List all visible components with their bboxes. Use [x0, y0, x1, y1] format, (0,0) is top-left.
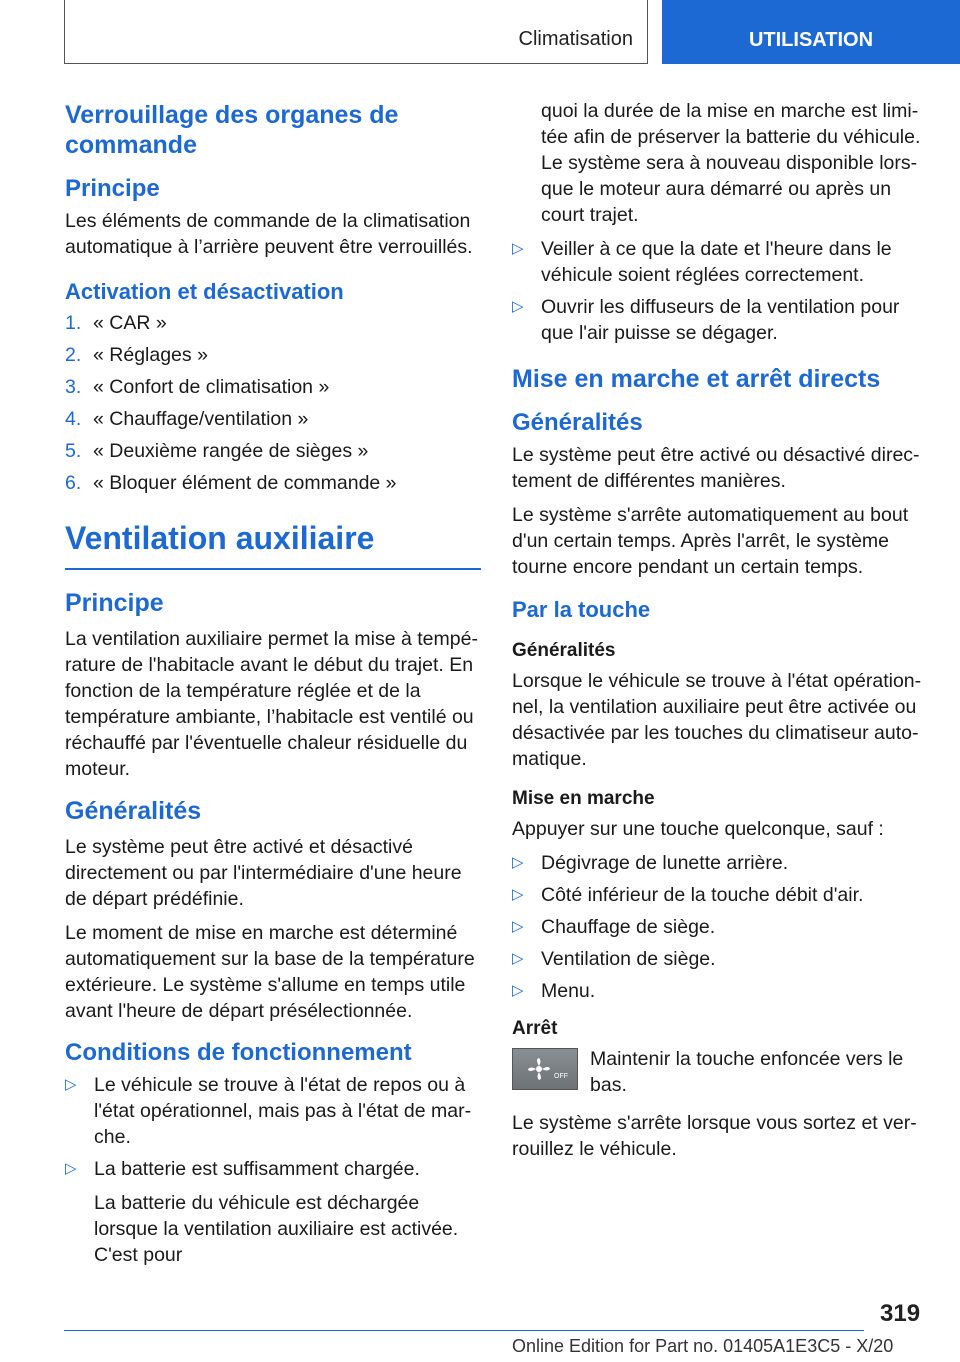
list-item: ▷ Le véhicule se trouve à l'état de repos ou à l'état opérationnel, mais pas à l'état de marche. — [65, 1074, 472, 1148]
key-instruction — [512, 1046, 930, 1098]
list-item: ▷ Chauffage de siège. — [512, 916, 716, 938]
triangle-bullet-icon: ▷ — [512, 982, 524, 999]
paragraph-principe-2: La ventilation auxiliaire permet la mise à température de l'habitacle avant le début du trajet. En fonction de la température réglée et de la température ambiante, l’habitacle est ventilé ou réchauffé par l'éventuelle chaleur résiduelle du moteur. — [65, 628, 478, 780]
heading-touche: Par la touche — [512, 597, 651, 622]
list-item: ▷ Menu. — [512, 980, 596, 1002]
paragraph-gen2-2: Le système s'arrête automatiquement au bout d'un certain temps. Après l'arrêt, le système tourne encore pendant un certain temps. — [512, 504, 909, 578]
chapter-title-ventilation: Ventilation auxiliaire — [65, 518, 481, 570]
heading-generalites-2: Généralités — [512, 409, 643, 436]
conditions-list — [65, 1072, 481, 1182]
list-item: ▷ Ventilation de siège. — [512, 948, 716, 970]
list-item: 1. « CAR » — [65, 312, 167, 334]
paragraph-battery: La batterie du véhicule est déchargée lorsque la ventilation auxiliaire est activée. C'est pour — [94, 1192, 459, 1266]
triangle-bullet-icon: ▷ — [65, 1076, 77, 1093]
heading-generalites-3: Généralités — [512, 640, 616, 661]
heading-arret: Arrêt — [512, 1018, 558, 1039]
page-number: 319 — [880, 1300, 921, 1327]
header-section-title: Climatisation — [518, 28, 633, 50]
heading-principe-2: Principe — [65, 589, 164, 617]
list-item: 6. « Bloquer élément de commande » — [65, 472, 397, 494]
triangle-bullet-icon: ▷ — [512, 240, 524, 257]
fan-icon — [525, 1056, 568, 1082]
paragraph-battery-cont: quoi la durée de la mise en marche est limitée afin de préserver la batterie du véhicule. Le système sera à nouveau disponible lorsque le moteur aura démarré ou après un court trajet. — [541, 100, 921, 226]
paragraph-key-text: Maintenir la touche enfoncée vers le bas. — [590, 1048, 904, 1096]
list-item: ▷ Veiller à ce que la date et l'heure dans le véhicule soient réglées correctement. — [512, 238, 892, 286]
triangle-bullet-icon: ▷ — [512, 298, 524, 315]
triangle-bullet-icon: ▷ — [65, 1160, 77, 1177]
list-item: ▷ La batterie est suffisamment chargée. — [65, 1158, 420, 1180]
heading-principe: Principe — [65, 175, 160, 202]
left-column — [65, 100, 481, 1276]
list-item: 5. « Deuxième rangée de sièges » — [65, 440, 369, 462]
paragraph-gen2-1: Le système peut être activé ou désactivé directement de différentes manières. — [512, 444, 920, 492]
paragraph-gen3: Lorsque le véhicule se trouve à l'état opérationnel, la ventilation auxiliaire peut être activée ou désactivée par les touches du climatiseur automatique. — [512, 670, 922, 770]
heading-generalites: Généralités — [65, 797, 202, 825]
triangle-bullet-icon: ▷ — [512, 918, 524, 935]
triangle-bullet-icon: ▷ — [512, 886, 524, 903]
paragraph-mise-en-marche: Appuyer sur une touche quelconque, sauf : — [512, 818, 884, 840]
triangle-bullet-icon: ▷ — [512, 950, 524, 967]
list-item: 3. « Confort de climatisation » — [65, 376, 330, 398]
header-chapter-tab: UTILISATION — [662, 0, 960, 64]
heading-activation: Activation et désactivation — [65, 279, 344, 304]
list-item: ▷ Côté inférieur de la touche débit d'air. — [512, 884, 864, 906]
conditions-list-cont — [512, 236, 930, 346]
footer-divider — [64, 1330, 864, 1331]
paragraph-arret: Le système s'arrête lorsque vous sortez et verrouillez le véhicule. — [512, 1112, 917, 1160]
steps-list — [65, 310, 481, 496]
list-item: 4. « Chauffage/ventilation » — [65, 408, 309, 430]
heading-conditions: Conditions de fonctionnement — [65, 1039, 412, 1066]
heading-mise-en-marche: Mise en marche — [512, 788, 655, 809]
list-item: 2. « Réglages » — [65, 344, 208, 366]
triangle-bullet-icon: ▷ — [512, 854, 524, 871]
exceptions-list — [512, 850, 930, 1004]
right-column — [512, 98, 930, 1170]
list-item: ▷ Ouvrir les diffuseurs de la ventilation pour que l'air puisse se dégager. — [512, 296, 900, 344]
section-title-lock: Verrouillage des organes de commande — [65, 101, 399, 159]
paragraph-generalites-1: Le système peut être activé et désactivé directement ou par l'intermédiaire d'une heure de départ prédéfinie. — [65, 836, 462, 910]
paragraph-generalites-2: Le moment de mise en marche est déterminé automatiquement sur la base de la température extérieure. Le système s'allume en temps utile avant l'heure de départ présélectionnée. — [65, 922, 475, 1022]
header-section-box — [64, 0, 648, 64]
paragraph-principe: Les éléments de commande de la climatisation automatique à l’arrière peuvent être verrouillés. — [65, 210, 473, 258]
key-off-label: OFF — [554, 1073, 568, 1080]
list-item: ▷ Dégivrage de lunette arrière. — [512, 852, 789, 874]
fan-off-key-icon — [512, 1048, 578, 1090]
footer-edition: Online Edition for Part no. 01405A1E3C5 - X/20 — [512, 1336, 894, 1356]
page-header — [0, 0, 960, 66]
heading-direct: Mise en marche et arrêt directs — [512, 365, 881, 393]
